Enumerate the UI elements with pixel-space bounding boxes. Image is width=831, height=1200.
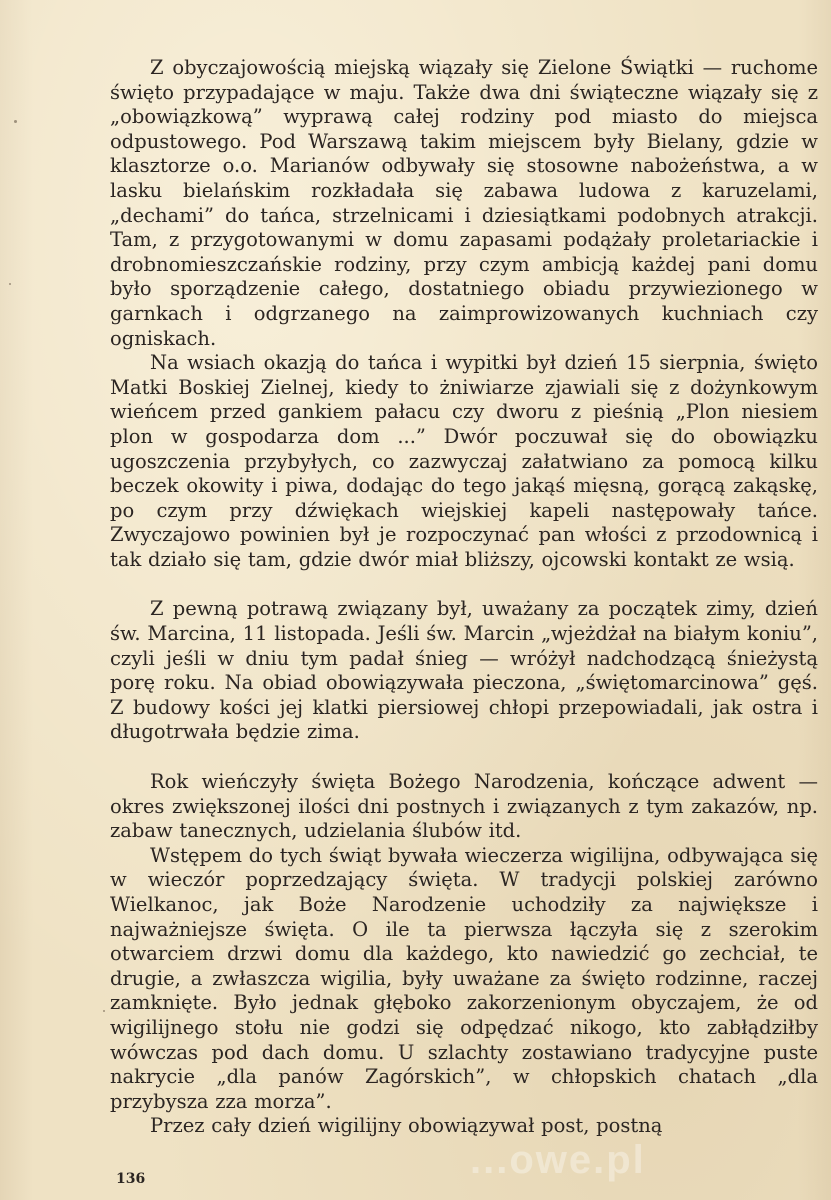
paragraph-wieczerza-wigilijna: Wstępem do tych świąt bywała wieczerza wigilijna, odbywająca się w wieczór poprzedzający święta. W tradycji polskiej zarówno Wielkanoc, jak Boże Narodzenie uchodziły za największe i najważniejsze święta. O ile ta pierwsza łączyła się z szerokim otwarciem drzwi domu dla każdego, kto nawiedzić go zechciał, te drugie, a zwłaszcza wigilia, były uważane za święto rodzinne, raczej zamknięte. Było jednak głęboko zakorzenionym obyczajem, że od wigilijnego stołu nie godzi się odpędzać nikogo, kto zabłądziłby wówczas pod dach domu. U szlachty zostawiano tradycyjne puste nakrycie „dla panów Zagórskich”, w chłopskich chatach „dla przybysza zza morza”. [110,843,818,1113]
watermark: ...owe.pl [470,1138,646,1182]
paragraph-matki-boskiej-zielnej: Na wsiach okazją do tańca i wypitki był dzień 15 sierpnia, święto Matki Boskiej Zielnej, kiedy to żniwiarze zjawiali się z dożynkowym wieńcem przed gankiem pałacu czy dworu z pieśnią „Plon niesiem plon w gospodarza dom ...” Dwór poczuwał się do obowiązku ugoszczenia przybyłych, co zazwyczaj załatwiano za pomocą kilku beczek okowity i piwa, dodając do tego jakąś mięsną, gorącą zakąskę, po czym przy dźwiękach wiejskiej kapeli następowały tańce. Zwyczajowo powinien był je rozpoczynać pan włości z przodownicą i tak działo się tam, gdzie dwór miał bliższy, ojcowski kontakt ze wsią. [110,351,818,571]
paragraph-post-wigilijny: Przez cały dzień wigilijny obowiązywał post, postną [150,1114,663,1138]
page-number: 136 [116,1171,146,1187]
paragraph-boze-narodzenie: Rok wieńczyły święta Bożego Narodzenia, kończące adwent — okres zwiększonej ilości dni postnych i związanych z tym zakazów, np. zabaw tanecznych, udzielania ślubów itd. [110,770,818,843]
paragraph-sw-marcina: Z pewną potrawą związany był, uważany za początek zimy, dzień św. Marcina, 11 listopada. Jeśli św. Marcin „wjeżdżał na białym koniu”, czyli jeśli w dniu tym padał śnieg — wróżył nadchodzącą śnieżystą porę roku. Na obiad obowiązywała pieczona, „świętomarcinowa” gęś. Z budowy kości jej klatki piersiowej chłopi przepowiadali, jak ostra i długotrwała będzie zima. [110,597,818,744]
section-gap [110,572,818,597]
paper-speck [103,1010,105,1012]
paragraph-zielone-swiatki: Z obyczajowością miejską wiązały się Zielone Świątki — ruchome święto przypadające w maju. Także dwa dni świąteczne wiązały się z „obowiązkową” wyprawą całej rodziny pod miasto do miejsca odpustowego. Pod Warszawą takim miejscem były Bielany, gdzie w klasztorze o.o. Marianów odbywały się stosowne nabożeństwa, a w lasku bielańskim rozkładała się zabawa ludowa z karuzelami, „dechami” do tańca, strzelnicami i dziesiątkami podobnych atrakcji. Tam, z przygotowanymi w domu zapasami podążały proletariackie i drobnomieszczańskie rodziny, przy czym ambicją każdej pani domu było sporządzenie całego, dostatniego obiadu przywiezionego w garnkach i odgrzanego na zaimprowizowanych kuchniach czy ogniskach. [110,56,818,350]
section-gap [110,745,818,770]
page-body [110,56,818,1139]
paper-speck [9,283,11,285]
paper-speck [14,120,17,123]
